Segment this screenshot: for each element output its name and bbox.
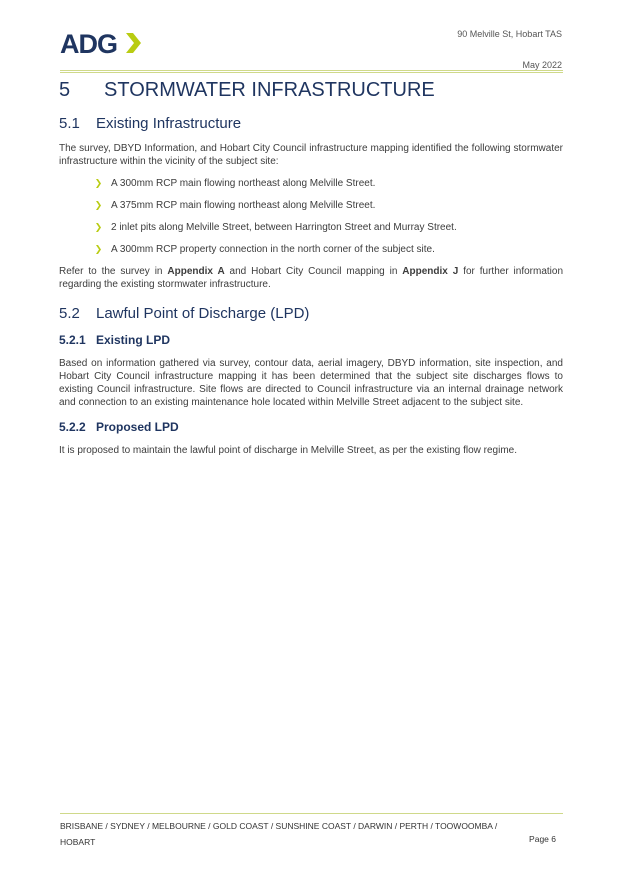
appendix-j-ref: Appendix J — [402, 266, 459, 277]
list-item-text: 2 inlet pits along Melville Street, between Harrington Street and Murray Street. — [111, 222, 457, 233]
logo-chevron-icon — [126, 33, 141, 53]
subsection-title: Existing Infrastructure — [96, 115, 242, 132]
list-item — [59, 177, 563, 190]
adg-logo — [60, 29, 142, 57]
header-date: May 2022 — [522, 60, 562, 70]
section-number: 5 — [59, 78, 71, 101]
bullet-chevron-icon — [96, 179, 101, 188]
list-item-text: A 300mm RCP main flowing northeast along Melville Street. — [111, 178, 376, 189]
heading-5-2-1 — [59, 333, 563, 347]
footer-divider — [60, 813, 563, 814]
bullet-chevron-icon — [96, 245, 101, 254]
infrastructure-list — [59, 177, 563, 256]
subsection-number: 5.2 — [59, 305, 80, 322]
list-item-text: A 375mm RCP main flowing northeast along Melville Street. — [111, 200, 376, 211]
heading-title: Proposed LPD — [96, 420, 179, 434]
logo-text: ADG — [60, 29, 117, 57]
subsection-heading-5-2 — [59, 305, 563, 322]
subsection-heading-5-1 — [59, 115, 563, 132]
heading-5-2-2 — [59, 420, 563, 434]
heading-number: 5.2.1 — [59, 333, 86, 347]
header-divider-top — [60, 70, 563, 71]
list-item-text: A 300mm RCP property connection in the north corner of the subject site. — [111, 244, 435, 255]
existing-lpd-paragraph: Based on information gathered via survey, contour data, aerial imagery, DBYD information, site inspection, and Hobart City Council infrastructure mapping it has been determined that the subject site discharges flows to existing Council infrastructure. Site flows are directed to Council infrastructure via an internal drainage network and connection to an existing maintenance hole located within Melville Street adjacent to the subject site. — [59, 358, 563, 408]
page-number: Page 6 — [529, 834, 556, 844]
proposed-lpd-paragraph: It is proposed to maintain the lawful point of discharge in Melville Street, as per the existing flow regime. — [59, 445, 518, 456]
footer-office-locations: BRISBANE / SYDNEY / MELBOURNE / GOLD COAST / SUNSHINE COAST / DARWIN / PERTH / TOOWOOMBA / HOBART — [60, 821, 498, 847]
header-divider-bottom — [60, 72, 563, 73]
list-item — [59, 199, 563, 212]
section-heading — [59, 78, 563, 102]
bullet-chevron-icon — [96, 201, 101, 210]
refer-text-c: for further information regarding the existing stormwater infrastructure. — [59, 266, 564, 290]
intro-paragraph: The survey, DBYD Information, and Hobart City Council infrastructure mapping identified the following stormwater infrastructure within the vicinity of the subject site: — [59, 143, 563, 167]
refer-paragraph — [59, 265, 563, 291]
appendix-a-ref: Appendix A — [167, 266, 225, 277]
subsection-title: Lawful Point of Discharge (LPD) — [96, 305, 310, 322]
header-address: 90 Melville St, Hobart TAS — [457, 29, 562, 39]
subsection-number: 5.1 — [59, 115, 80, 132]
list-item — [59, 243, 563, 256]
heading-title: Existing LPD — [96, 333, 171, 347]
list-item — [59, 221, 563, 234]
bullet-chevron-icon — [96, 223, 101, 232]
section-title: STORMWATER INFRASTRUCTURE — [104, 78, 435, 101]
refer-text-b: and Hobart City Council mapping in — [224, 266, 403, 277]
heading-number: 5.2.2 — [59, 420, 86, 434]
page-content — [59, 78, 563, 457]
refer-text-a: Refer to the survey in — [59, 266, 168, 277]
